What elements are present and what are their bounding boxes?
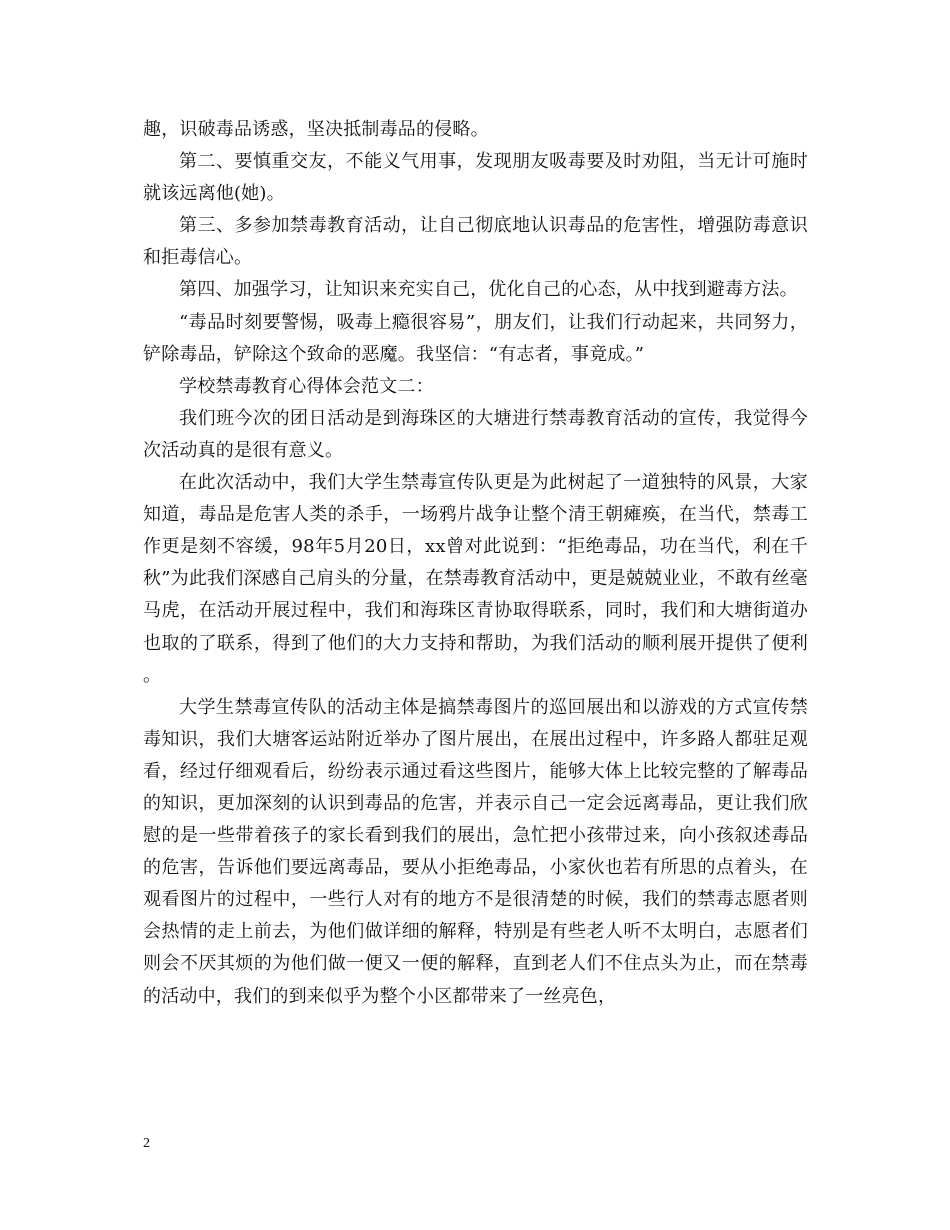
page-number: 2 [143, 1136, 150, 1151]
document-body [143, 114, 808, 1013]
paragraph-8: 在此次活动中，我们大学生禁毒宣传队更是为此树起了一道独特的风景，大家知道，毒品是危害人类的杀手，一场鸦片战争让整个清王朝瘫痪，在当代，禁毒工作更是刻不容缓，98年5月20日，xx曾对此说到：“拒绝毒品，功在当代，利在千秋”为此我们深感自己肩头的分量，在禁毒教育活动中，更是兢兢业业，不敢有丝毫马虎，在活动开展过程中，我们和海珠区青协取得联系，同时，我们和大塘街道办也取的了联系，得到了他们的大力支持和帮助，为我们活动的顺利展开提供了便利 。 [143, 472, 808, 686]
paragraph-5: “毒品时刻要警惕，吸毒上瘾很容易”，朋友们，让我们行动起来，共同努力，铲除毒品，铲除这个致命的恶魔。我坚信：“有志者，事竟成。” [143, 311, 808, 365]
paragraph-9: 大学生禁毒宣传队的活动主体是搞禁毒图片的巡回展出和以游戏的方式宣传禁毒知识，我们大塘客运站附近举办了图片展出，在展出过程中，许多路人都驻足观看，经过仔细观看后，纷纷表示通过看这些图片，能够大体上比较完整的了解毒品的知识，更加深刻的认识到毒品的危害，并表示自己一定会远离毒品，更让我们欣慰的是一些带着孩子的家长看到我们的展出，急忙把小孩带过来，向小孩叙述毒品的危害，告诉他们要远离毒品，要从小拒绝毒品，小家伙也若有所思的点着头，在观看图片的过程中，一些行人对有的地方不是很清楚的时候，我们的禁毒志愿者则会热情的走上前去，为他们做详细的解释，特别是有些老人听不太明白，志愿者们则会不厌其烦的为他们做一便又一便的解释，直到老人们不住点头为止，而在禁毒的活动中，我们的到来似乎为整个小区都带来了一丝亮色， [143, 696, 808, 1007]
section-heading: 学校禁毒教育心得体会范文二： [179, 375, 434, 397]
paragraph-2: 第二、要慎重交友，不能义气用事，发现朋友吸毒要及时劝阻，当无计可施时就该远离他(她)。 [143, 151, 808, 205]
paragraph-7: 我们班今次的团日活动是到海珠区的大塘进行禁毒教育活动的宣传，我觉得今次活动真的是很有意义。 [143, 407, 808, 461]
paragraph-3: 第三、多参加禁毒教育活动，让自己彻底地认识毒品的危害性，增强防毒意识和拒毒信心。 [143, 215, 808, 269]
paragraph-4: 第四、加强学习，让知识来充实自己，优化自己的心态，从中找到避毒方法。 [179, 279, 798, 301]
paragraph-1: 趣，识破毒品诱惑，坚决抵制毒品的侵略。 [143, 119, 489, 140]
